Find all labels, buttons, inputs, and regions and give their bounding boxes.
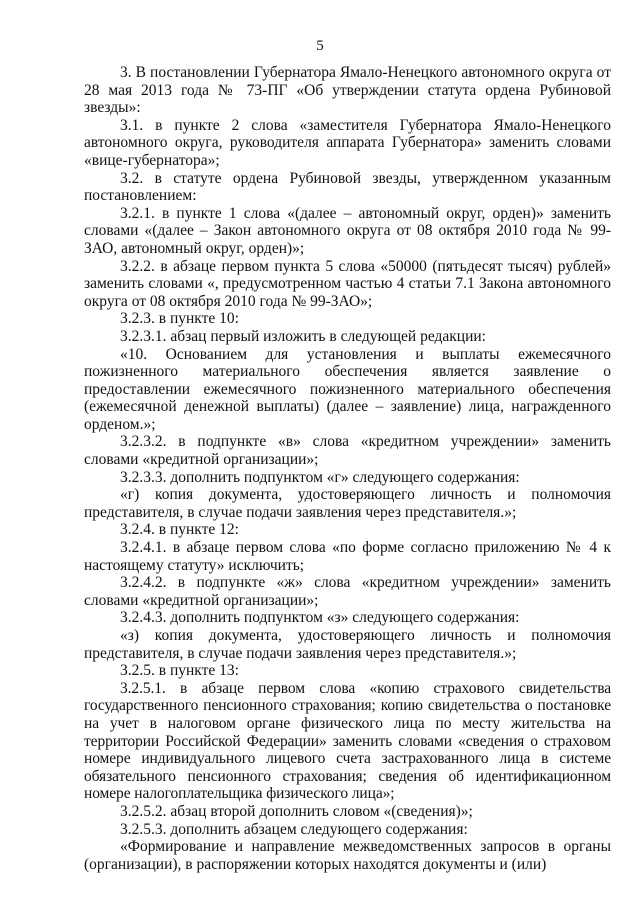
quoted-paragraph-10: «10. Основанием для установления и выплаты ежемесячного пожизненного материального обеспечения является заявление о предоставлении ежемесячного пожизненного материального обеспечения (ежемесячной денежной выплаты) (далее – заявление) лица, награжденного орденом.»; — [84, 345, 611, 433]
paragraph-3-2: 3.2. в статуте ордена Рубиновой звезды, утвержденном указанным постановлением: — [84, 169, 611, 205]
paragraph-3-2-4-1: 3.2.4.1. в абзаце первом слова «по форме согласно приложению № 4 к настоящему статуту» исключить; — [84, 539, 611, 574]
paragraph-3-2-4-2: 3.2.4.2. в подпункте «ж» слова «кредитном учреждении» заменить словами «кредитной организации»; — [84, 574, 611, 609]
paragraph-3-2-5: 3.2.5. в пункте 13: — [120, 662, 239, 680]
paragraph-3-1: 3.1. в пункте 2 слова «заместителя Губернатора Ямало-Ненецкого автономного округа, руководителя аппарата Губернатора» заменить словами «вице-губернатора»; — [84, 116, 611, 169]
paragraph-3-2-3: 3.2.3. в пункте 10: — [120, 310, 239, 328]
paragraph-3-2-1: 3.2.1. в пункте 1 слова «(далее – автономный округ, орден)» заменить словами «(далее – Закон автономного округа от 08 октября 2010 года № 99-ЗАО, автономный округ, орден)»; — [84, 204, 611, 257]
paragraph-3-2-4: 3.2.4. в пункте 12: — [120, 521, 239, 539]
paragraph-3: 3. В постановлении Губернатора Ямало-Ненецкого автономного округа от 28 мая 2013 года № 73-ПГ «Об утверждении статута ордена Рубиновой звезды»: — [84, 64, 611, 117]
paragraph-3-2-5-3: 3.2.5.3. дополнить абзацем следующего содержания: — [120, 820, 468, 838]
paragraph-3-2-4-3: 3.2.4.3. дополнить подпунктом «з» следующего содержания: — [120, 609, 520, 627]
quoted-subparagraph-g: «г) копия документа, удостоверяющего личность и полномочия представителя, в случае подачи заявления через представителя.»; — [84, 486, 611, 521]
paragraph-3-2-5-2: 3.2.5.2. абзац второй дополнить словом «(сведения)»; — [120, 802, 473, 820]
document-body — [84, 64, 611, 873]
paragraph-3-2-5-1: 3.2.5.1. в абзаце первом слова «копию страхового свидетельства государственного пенсионного страхования; копию свидетельства о постановке на учет в налоговом органе физического лица по месту жительства на территории Российской Федерации» заменить словами «сведения о страховом номере индивидуального лицевого счета застрахованного лица в системе обязательного пенсионного страхования; сведения об идентификационном номере налогоплательщика физического лица»; — [84, 679, 611, 803]
paragraph-3-2-3-3: 3.2.3.3. дополнить подпунктом «г» следующего содержания: — [120, 468, 520, 486]
paragraph-3-2-2: 3.2.2. в абзаце первом пункта 5 слова «50000 (пятьдесят тысяч) рублей» заменить словами «, предусмотренном частью 4 статьи 7.1 Закона автономного округа от 08 октября 2010 года № 99-ЗАО»; — [84, 257, 611, 310]
page-number: 5 — [316, 38, 324, 54]
paragraph-3-2-3-2: 3.2.3.2. в подпункте «в» слова «кредитном учреждении» заменить словами «кредитной организации»; — [84, 433, 611, 469]
quoted-paragraph-formirovanie: «Формирование и направление межведомственных запросов в органы (организации), в распоряжении которых находятся документы и (или) — [84, 838, 611, 873]
paragraph-3-2-3-1: 3.2.3.1. абзац первый изложить в следующей редакции: — [120, 327, 486, 345]
quoted-subparagraph-z: «з) копия документа, удостоверяющего личность и полномочия представителя, в случае подачи заявления через представителя.»; — [84, 627, 611, 662]
